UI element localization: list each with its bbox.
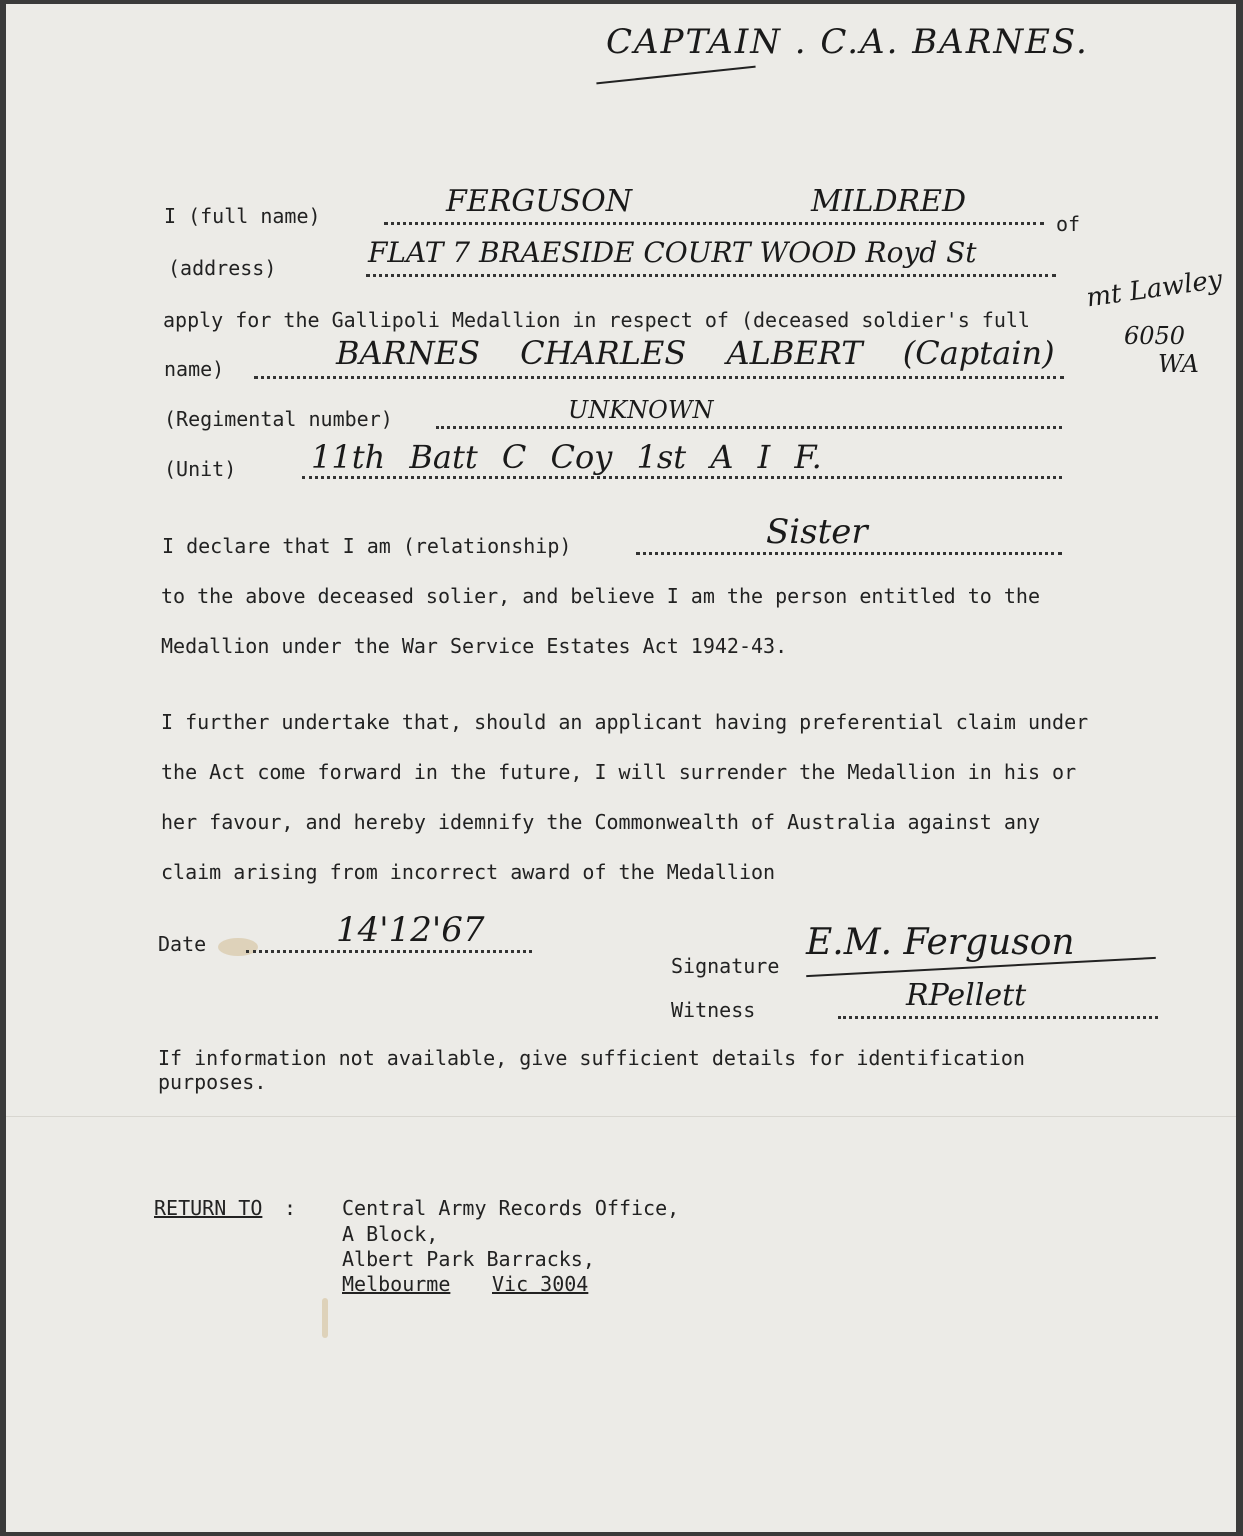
return-address-line-3: Albert Park Barracks,: [342, 1247, 595, 1271]
relationship-value: Sister: [766, 512, 868, 552]
full-name-surname: FERGUSON: [446, 184, 632, 219]
header-underline: [596, 66, 755, 85]
note-line-2: purposes.: [158, 1070, 267, 1094]
address-dots: [366, 274, 1056, 277]
return-to-label: RETURN TO: [154, 1196, 263, 1220]
regimental-number-label: (Regimental number): [164, 407, 393, 431]
witness-label: Witness: [671, 998, 756, 1022]
document-page: [6, 4, 1236, 1532]
signature-value: E.M. Ferguson: [806, 922, 1075, 963]
date-value: 14'12'67: [336, 910, 485, 950]
stain: [218, 938, 258, 956]
address-value: FLAT 7 BRAESIDE COURT WOOD Royd St: [368, 236, 977, 269]
undertake-text-4: claim arising from incorrect award of the Medallion: [161, 860, 776, 884]
return-address-line-1: Central Army Records Office,: [342, 1196, 680, 1220]
soldier-name-dots: [254, 376, 1064, 379]
witness-dots: [838, 1016, 1158, 1019]
signature-label: Signature: [671, 954, 780, 978]
return-to-colon: :: [284, 1196, 297, 1220]
return-address-line-2: A Block,: [342, 1222, 439, 1246]
date-dots: [246, 950, 532, 953]
undertake-text-1: I further undertake that, should an applicant having preferential claim under: [161, 710, 1089, 734]
date-label: Date: [158, 932, 207, 956]
unit-dots: [302, 476, 1062, 479]
apply-line: apply for the Gallipoli Medallion in respect of (deceased soldier's full: [163, 308, 1030, 332]
soldier-name-value: BARNES CHARLES ALBERT (Captain): [336, 334, 1055, 372]
regimental-number-dots: [436, 426, 1062, 429]
relationship-dots: [636, 552, 1062, 555]
header-note: CAPTAIN . C.A. BARNES.: [606, 22, 1089, 62]
address-margin-postcode: 6050: [1124, 322, 1186, 350]
full-name-given: MILDRED: [811, 184, 967, 219]
fold-line: [6, 1116, 1236, 1117]
address-label: (address): [168, 256, 277, 280]
soldier-name-label: name): [164, 357, 225, 381]
note-line-1: If information not available, give sufficient details for identification: [158, 1046, 1025, 1070]
address-margin-suburb: mt Lawley: [1084, 264, 1225, 314]
relationship-label: I declare that I am (relationship): [162, 534, 572, 558]
unit-value: 11th Batt C Coy 1st A I F.: [311, 438, 822, 476]
declare-text-2: Medallion under the War Service Estates Act 1942-43.: [161, 634, 788, 658]
return-address-postcode: Vic 3004: [492, 1272, 589, 1296]
undertake-text-3: her favour, and hereby idemnify the Commonwealth of Australia against any: [161, 810, 1040, 834]
regimental-number-value: UNKNOWN: [568, 396, 714, 424]
unit-label: (Unit): [164, 457, 237, 481]
declare-text-1: to the above deceased solier, and believe I am the person entitled to the: [161, 584, 1040, 608]
address-margin-state: WA: [1158, 350, 1199, 378]
full-name-label: I (full name): [164, 204, 321, 228]
undertake-text-2: the Act come forward in the future, I will surrender the Medallion in his or: [161, 760, 1077, 784]
stain: [322, 1298, 328, 1338]
full-name-dots: [384, 222, 1044, 225]
return-address-city: Melbourme: [342, 1272, 451, 1296]
witness-value: RPellett: [906, 978, 1027, 1013]
of-label: of: [1056, 212, 1081, 236]
